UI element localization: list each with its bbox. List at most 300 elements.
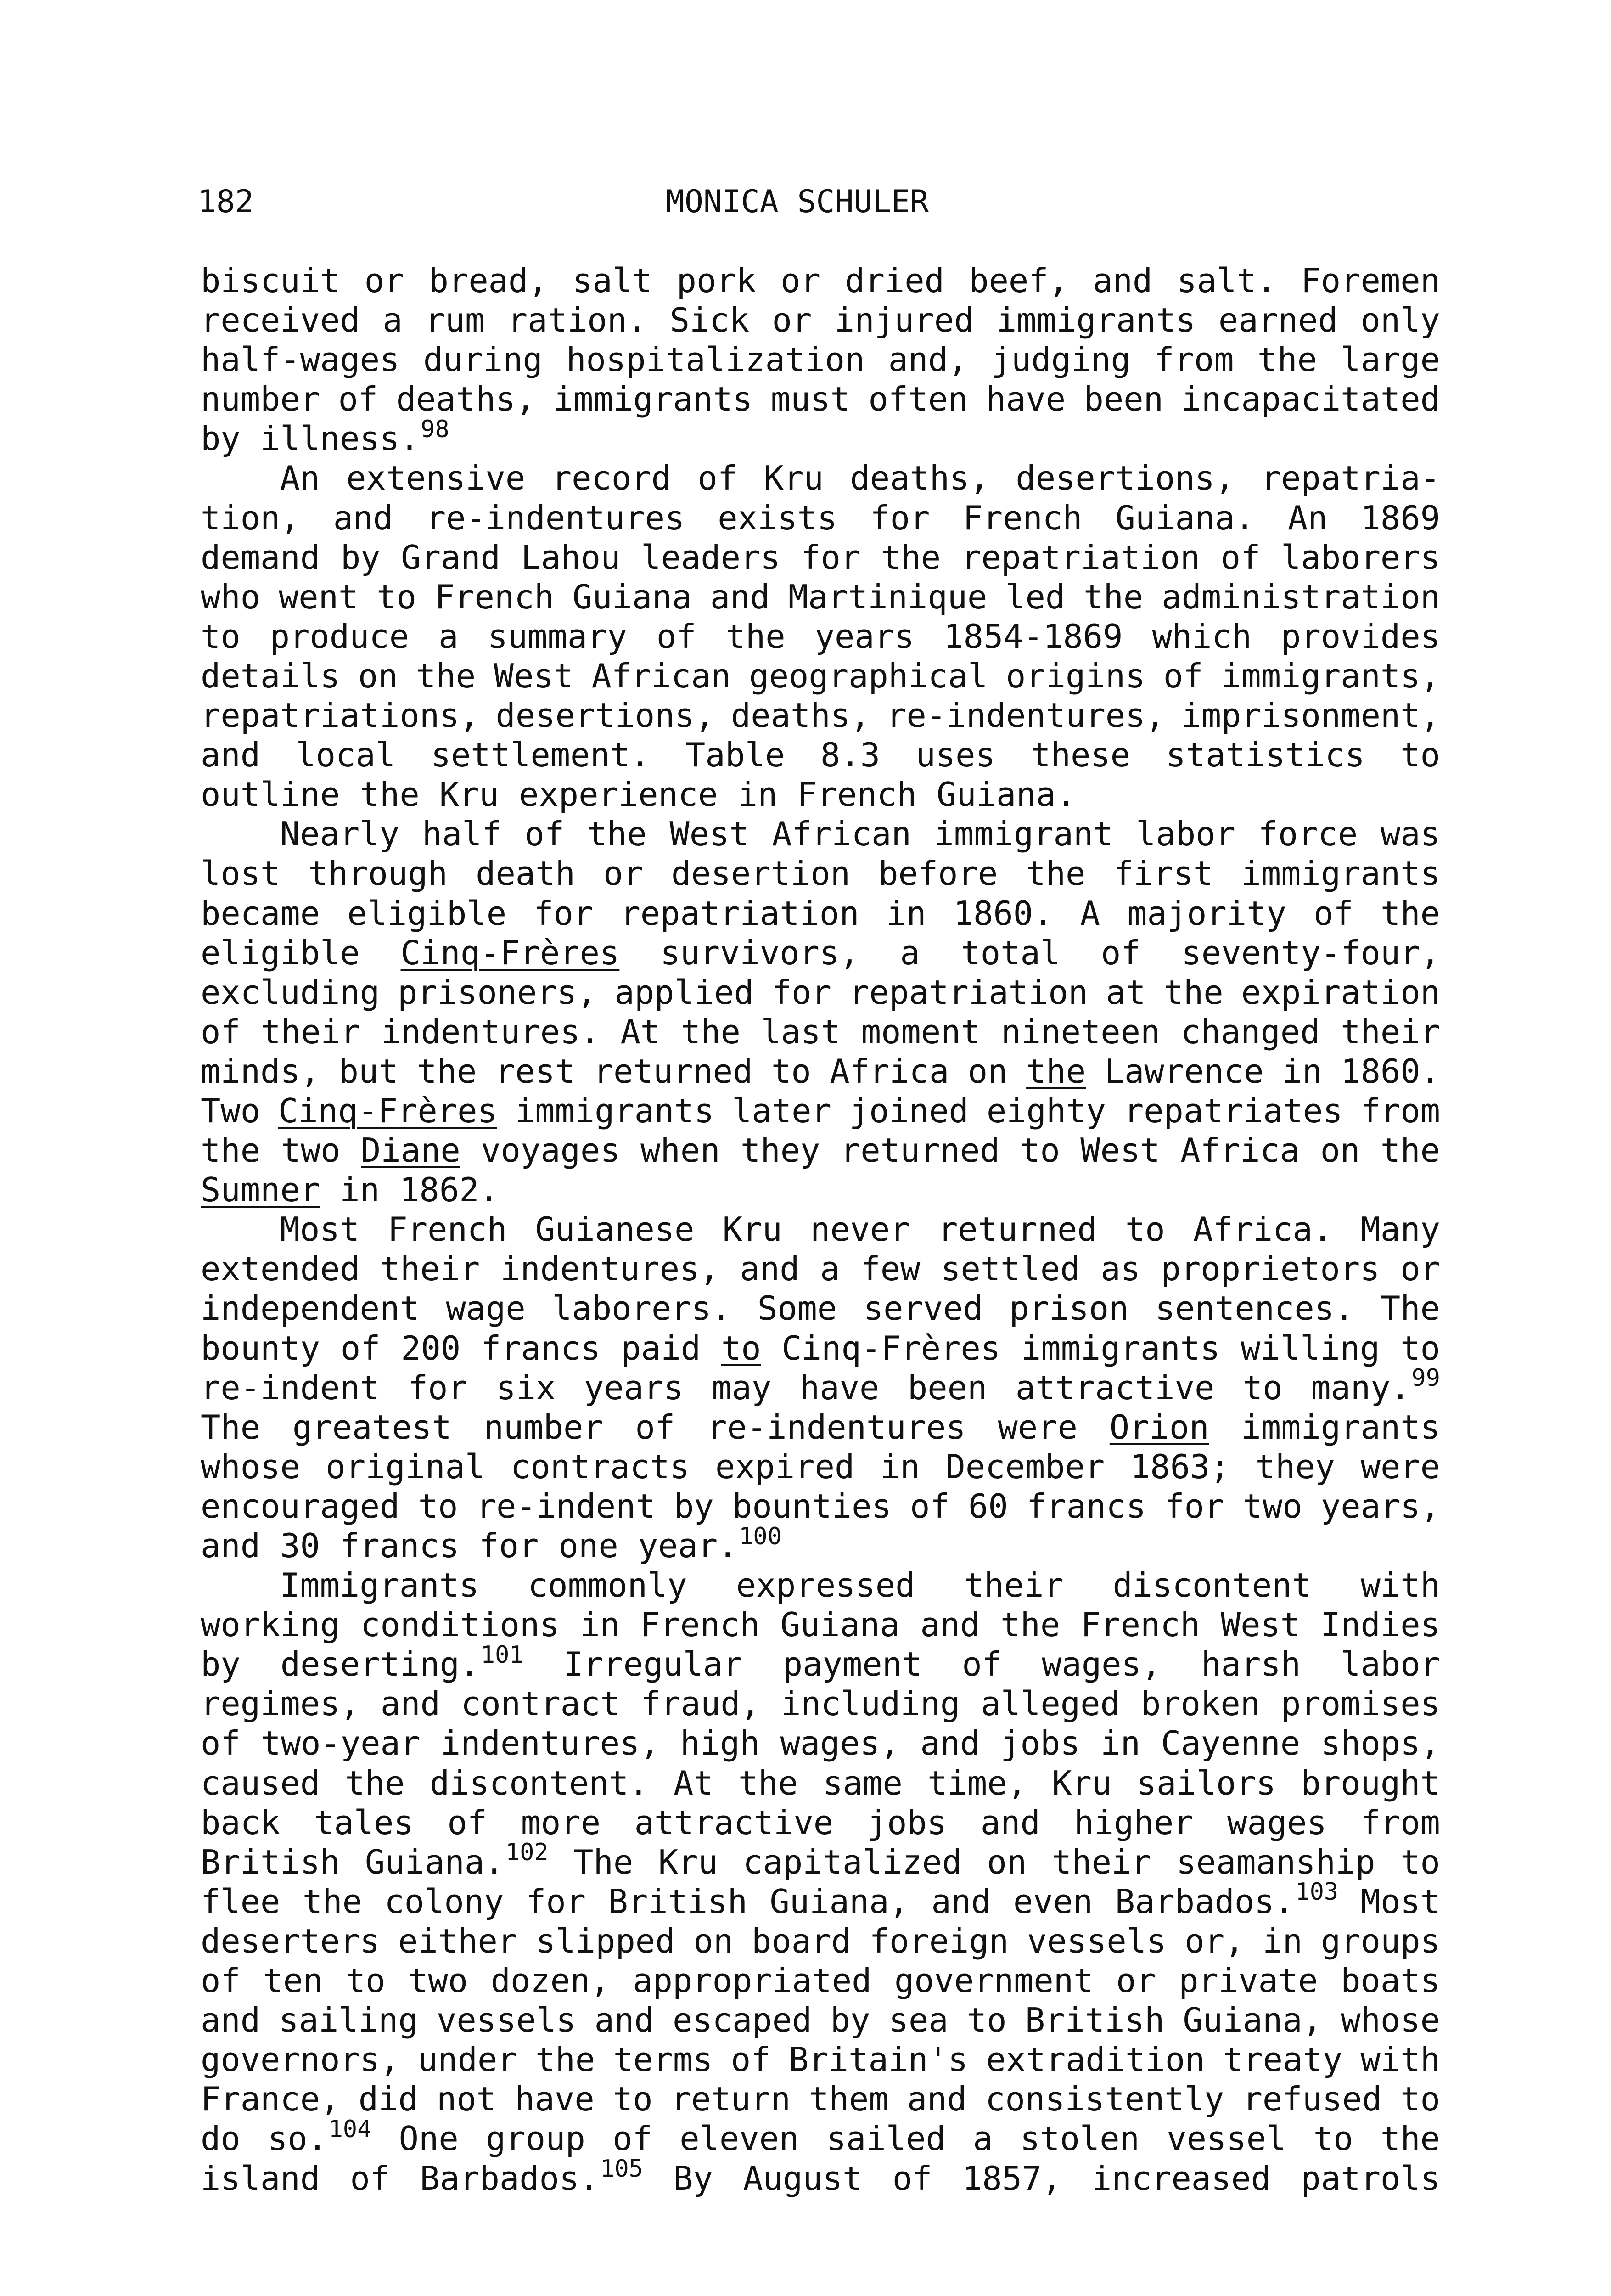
word: beef,: [969, 261, 1068, 300]
text-line: [201, 1170, 1440, 1210]
word: West: [669, 815, 749, 854]
word: their: [261, 1012, 361, 1051]
word: seamanship: [1176, 1842, 1375, 1881]
word: 1860.: [953, 894, 1053, 933]
word: 1860.: [1341, 1052, 1440, 1091]
text-line: [201, 1364, 1440, 1407]
word: Most: [280, 1210, 360, 1249]
word: of: [910, 1486, 950, 1525]
word: years: [584, 1368, 684, 1407]
word: the: [1000, 1605, 1061, 1644]
word: to: [1400, 1328, 1440, 1367]
word: groups: [1320, 1921, 1440, 1960]
word: salt: [572, 261, 652, 300]
word: total: [960, 933, 1061, 972]
word: Guiana: [572, 577, 692, 616]
word: in: [886, 894, 926, 933]
word: returned: [840, 1131, 1000, 1170]
word: last: [761, 1012, 841, 1051]
word: discontent.: [429, 1763, 649, 1802]
word: Africa: [1180, 1131, 1300, 1170]
text-line: [201, 2079, 1440, 2119]
word: of: [447, 1803, 488, 1842]
word: to: [1242, 1368, 1283, 1407]
word: of: [338, 380, 378, 419]
word: wage: [446, 1289, 526, 1328]
word: immigrants: [515, 1091, 714, 1130]
word: the: [725, 617, 786, 656]
word: immigrants: [1021, 1328, 1220, 1367]
word: through: [308, 854, 448, 893]
word: Barbados.$^{103}$: [1115, 1878, 1339, 1921]
text-line: [201, 735, 1440, 775]
word: indentures,: [440, 1724, 660, 1763]
word: the: [302, 1882, 362, 1921]
word: leaders: [641, 538, 780, 577]
footnote-ref: 104: [328, 2115, 372, 2143]
ship-name: Diane: [361, 1131, 460, 1170]
word: consistently: [985, 2080, 1224, 2119]
word: provides: [1281, 617, 1440, 656]
word: only: [1360, 301, 1440, 340]
word: French: [387, 1210, 507, 1249]
word: or: [603, 854, 643, 893]
footnote-ref: 101: [480, 1641, 524, 1669]
word: repatriation: [961, 538, 1201, 577]
text-line: [201, 656, 1440, 696]
word: ten: [263, 1961, 323, 2000]
word: details: [201, 656, 340, 695]
word: board: [752, 1921, 851, 1960]
word: immigrants: [1241, 854, 1440, 893]
word: the: [1163, 973, 1224, 1012]
word: of: [892, 2159, 932, 2198]
word: wages,: [780, 1724, 900, 1763]
word: so.$^{104}$: [268, 2115, 372, 2158]
word: same: [823, 1763, 903, 1802]
word: sentences.: [1155, 1289, 1354, 1328]
word: number: [483, 1407, 603, 1446]
word: deaths,: [730, 696, 870, 735]
word: for: [479, 1526, 539, 1565]
word: illness.$^{98}$: [260, 415, 449, 458]
word: been: [907, 1368, 988, 1407]
word: for: [870, 498, 930, 537]
word: repatriations,: [201, 696, 479, 735]
word: The: [1380, 1289, 1440, 1328]
text-line: [201, 1878, 1440, 1921]
word: the: [738, 1763, 798, 1802]
word: and: [920, 1724, 980, 1763]
word: returned: [593, 1052, 753, 1091]
word: slipped: [536, 1921, 675, 1960]
word: injured: [834, 301, 974, 340]
word: changed: [1181, 1012, 1320, 1051]
word: even: [1013, 1882, 1093, 1921]
word: record: [551, 459, 671, 498]
word: of: [656, 617, 696, 656]
word: rum: [425, 301, 485, 340]
word: British: [608, 1882, 747, 1921]
text-line: [201, 1407, 1440, 1447]
word: re-indent: [476, 1486, 656, 1525]
word: At: [674, 1763, 713, 1802]
word: re-indent: [201, 1368, 380, 1407]
word: experience: [519, 775, 718, 814]
word: The: [201, 1407, 261, 1446]
word: them: [809, 2080, 889, 2119]
word: and,: [888, 340, 968, 379]
word: Cayenne: [1161, 1724, 1301, 1763]
word: France,: [201, 2080, 340, 2119]
word: Guiana.: [936, 775, 1076, 814]
word: from: [1360, 1091, 1440, 1130]
word: back: [201, 1803, 281, 1842]
word: biscuit: [201, 261, 340, 300]
word: from: [1360, 1803, 1440, 1842]
word: two: [281, 1131, 341, 1170]
word: and: [710, 577, 770, 616]
word: been: [1083, 380, 1163, 419]
word: moment: [861, 1012, 981, 1051]
word: prisoners,: [398, 973, 597, 1012]
word: and: [201, 1526, 261, 1565]
text-line: [201, 933, 1440, 973]
text-line: [201, 1486, 1440, 1526]
word: for: [533, 894, 594, 933]
word: for: [801, 538, 861, 577]
word: survivors,: [660, 933, 859, 972]
word: At: [620, 1012, 661, 1051]
word: settled: [941, 1249, 1080, 1289]
text-line: [201, 415, 1440, 458]
word: sea: [888, 2001, 949, 2040]
word: local: [296, 736, 396, 775]
text-line: [201, 814, 1440, 854]
word: the: [416, 656, 476, 695]
word: voyages: [481, 1131, 620, 1170]
word: or: [780, 261, 820, 300]
word: with: [1360, 2040, 1440, 2079]
word: capitalized: [743, 1842, 962, 1881]
word: re-indentures: [707, 1407, 966, 1446]
word: hospitalization: [566, 340, 865, 379]
word: the: [1380, 1131, 1440, 1170]
word: returned: [937, 1210, 1097, 1249]
word: by: [340, 538, 381, 577]
word: terms: [613, 2040, 713, 2079]
word: of: [730, 2040, 771, 2079]
word: not: [436, 2080, 497, 2119]
word: discontent: [1112, 1566, 1312, 1605]
word: or,: [1184, 1921, 1245, 1960]
word: to: [1313, 2119, 1353, 2158]
word: must: [770, 380, 850, 419]
text-line: [201, 1641, 1440, 1684]
word: bounties: [732, 1486, 892, 1525]
word: francs: [340, 1526, 460, 1565]
word: a: [382, 301, 403, 340]
text-line: [201, 2115, 1440, 2158]
word: 200: [401, 1328, 461, 1367]
text-line: [201, 1012, 1440, 1052]
word: earned: [1218, 301, 1338, 340]
word: lost: [201, 854, 281, 893]
word: minds,: [201, 1052, 320, 1091]
word: they: [741, 1131, 820, 1170]
word: expressed: [736, 1566, 915, 1605]
word: eighty: [986, 1091, 1106, 1130]
word: of: [1313, 894, 1353, 933]
word: prison: [1009, 1289, 1129, 1328]
word: a: [973, 2119, 993, 2158]
word: applied: [614, 973, 754, 1012]
word: Barbados.$^{105}$: [420, 2155, 643, 2198]
word: the: [881, 538, 941, 577]
word: immigrants: [996, 301, 1196, 340]
word: encouraged: [201, 1486, 400, 1525]
word: escaped: [672, 2001, 812, 2040]
word: laborers.: [552, 1289, 731, 1328]
word: on: [1320, 1131, 1360, 1170]
word: administration: [1162, 577, 1440, 616]
word: French: [1080, 1605, 1201, 1644]
word: and: [380, 1684, 440, 1723]
word: island: [201, 2159, 320, 2198]
word: French: [434, 577, 554, 616]
word: few: [860, 1249, 921, 1289]
word: whose: [201, 1447, 300, 1486]
word: in: [340, 1171, 380, 1210]
word: in: [1263, 1921, 1302, 1960]
word: Lawrence: [1104, 1052, 1264, 1091]
word: and: [920, 1605, 980, 1644]
word: of: [635, 1407, 675, 1446]
word: for: [526, 1882, 586, 1921]
word: became: [201, 894, 320, 933]
word: years,: [1320, 1486, 1440, 1525]
word: of: [524, 815, 565, 854]
word: of: [201, 1961, 241, 2000]
word: in: [1100, 1724, 1140, 1763]
word: outline: [201, 775, 340, 814]
footnote-ref: 99: [1411, 1364, 1440, 1392]
word: received: [201, 301, 360, 340]
word: never: [810, 1210, 910, 1249]
word: paid: [621, 1328, 701, 1367]
word: the: [417, 1052, 477, 1091]
word: sailed: [826, 2119, 946, 2158]
word: Kru: [1052, 1763, 1112, 1802]
word: for: [1164, 1486, 1224, 1525]
word: labor: [1136, 815, 1235, 854]
word: and: [1093, 261, 1153, 300]
text-line: [201, 617, 1440, 656]
ship-name: Cinq-Frères: [400, 933, 620, 972]
word: dried: [845, 261, 944, 300]
word: to: [966, 2001, 1007, 2040]
text-line: [201, 1763, 1440, 1803]
word: when: [640, 1131, 720, 1170]
page-number: 182: [197, 184, 254, 220]
word: in: [737, 775, 778, 814]
word: vessels: [1027, 1921, 1167, 1960]
word: two: [1242, 1486, 1302, 1525]
word: Martinique: [788, 577, 988, 616]
word: by: [830, 2001, 870, 2040]
word: The: [573, 1842, 634, 1881]
word: contract: [461, 1684, 620, 1723]
word: Guiana.: [1115, 498, 1255, 537]
word: Kru: [763, 459, 824, 498]
word: a: [900, 933, 920, 972]
word: indentures,: [500, 1249, 719, 1289]
word: of: [201, 1724, 241, 1763]
footnote-ref: 98: [421, 415, 449, 443]
word: either: [398, 1921, 518, 1960]
word: during: [423, 340, 543, 379]
word: Kru: [722, 1210, 782, 1249]
word: the: [535, 2040, 595, 2079]
word: and: [931, 1882, 991, 1921]
footnote-ref: 105: [600, 2155, 643, 2183]
word: appropriated: [633, 1961, 872, 2000]
word: excluding: [201, 973, 380, 1012]
word: return: [671, 2080, 791, 2119]
word: statistics: [1166, 736, 1365, 775]
word: dozen,: [490, 1961, 610, 2000]
word: Indies: [1320, 1605, 1440, 1644]
text-line: [201, 538, 1440, 577]
word: year.$^{100}$: [638, 1522, 782, 1565]
word: a: [820, 1249, 840, 1289]
word: their: [1341, 1012, 1440, 1051]
word: wages: [1227, 1803, 1327, 1842]
word: indentures.: [381, 1012, 600, 1051]
word: and: [594, 2001, 654, 2040]
word: to: [345, 1961, 386, 2000]
word: boats: [1341, 1961, 1440, 2000]
word: to: [418, 1486, 458, 1525]
word: went: [278, 577, 359, 616]
word: vessel: [1167, 2119, 1286, 2158]
word: payment: [782, 1645, 922, 1684]
word: first: [1113, 854, 1213, 893]
word: summary: [488, 617, 627, 656]
text-line: [201, 1605, 1440, 1644]
word: was: [1380, 815, 1440, 854]
word: two-year: [261, 1724, 421, 1763]
word: Table: [685, 736, 785, 775]
text-line: [201, 1723, 1440, 1763]
word: conditions: [360, 1605, 560, 1644]
text-line: [201, 1131, 1440, 1170]
word: served: [863, 1289, 983, 1328]
word: ration.: [507, 301, 647, 340]
word: French: [797, 775, 917, 814]
word: the: [359, 775, 420, 814]
word: British: [1025, 2001, 1165, 2040]
word: December: [945, 1447, 1105, 1486]
word: wages,: [1042, 1645, 1162, 1684]
word: repatriation: [849, 973, 1088, 1012]
word: repatriates: [1123, 1091, 1343, 1130]
word: Sick: [669, 301, 750, 340]
word: extradition: [986, 2040, 1205, 2079]
word: Guiana,: [769, 1882, 909, 1921]
word: Many: [1360, 1210, 1440, 1249]
word: nineteen: [1001, 1012, 1161, 1051]
word: Most: [1360, 1882, 1440, 1921]
word: to: [201, 617, 241, 656]
word: higher: [1074, 1803, 1194, 1842]
ship-name: Cinq-Frères: [278, 1091, 497, 1130]
word: on: [987, 1842, 1027, 1881]
word: at: [1106, 973, 1146, 1012]
word: two: [408, 1961, 468, 2000]
word: immigrant: [934, 815, 1113, 854]
word: of: [1163, 656, 1203, 695]
word: their: [380, 1249, 480, 1289]
word: working: [201, 1605, 340, 1644]
word: six: [496, 1368, 556, 1407]
word: Guiana: [780, 1605, 900, 1644]
word: in: [580, 1605, 620, 1644]
footnote-ref: 102: [505, 1839, 549, 1867]
word: under: [417, 2040, 517, 2079]
word: promises: [1281, 1684, 1440, 1723]
word: West: [1080, 1131, 1160, 1170]
word: on: [358, 656, 398, 695]
word: imprisonment,: [1181, 696, 1440, 735]
word: on: [693, 1921, 734, 1960]
word: African: [772, 815, 911, 854]
word: greatest: [292, 1407, 452, 1446]
word: Irregular: [563, 1645, 743, 1684]
word: uses: [915, 736, 995, 775]
word: refused: [1242, 2080, 1382, 2119]
word: 1869: [1360, 498, 1440, 537]
word: laborers: [1281, 538, 1440, 577]
footnote-ref: 100: [739, 1522, 782, 1550]
word: 1854-1869: [943, 617, 1123, 656]
word: majority: [1127, 894, 1286, 933]
word: were: [998, 1407, 1078, 1446]
word: for: [408, 1368, 468, 1407]
word: desertions,: [495, 696, 715, 735]
word: seventy-four,: [1181, 933, 1440, 972]
word: and: [201, 736, 261, 775]
word: to: [1020, 1131, 1060, 1170]
word: of: [350, 2159, 390, 2198]
text-line: [201, 1684, 1440, 1723]
word: Africa: [830, 1052, 949, 1091]
word: or: [1116, 1961, 1156, 2000]
word: increased: [1092, 2159, 1271, 2198]
word: labor: [1341, 1645, 1440, 1684]
word: in: [880, 1447, 920, 1486]
word: to: [1125, 1210, 1165, 1249]
word: on: [967, 1052, 1008, 1091]
word: proprietors: [1161, 1249, 1380, 1289]
word: extended: [201, 1249, 360, 1289]
word: geographical: [749, 656, 988, 695]
word: eleven: [679, 2119, 799, 2158]
word: brought: [1301, 1763, 1440, 1802]
word: 30: [280, 1526, 320, 1565]
word: Foremen: [1301, 261, 1440, 300]
word: fraud,: [640, 1684, 761, 1723]
